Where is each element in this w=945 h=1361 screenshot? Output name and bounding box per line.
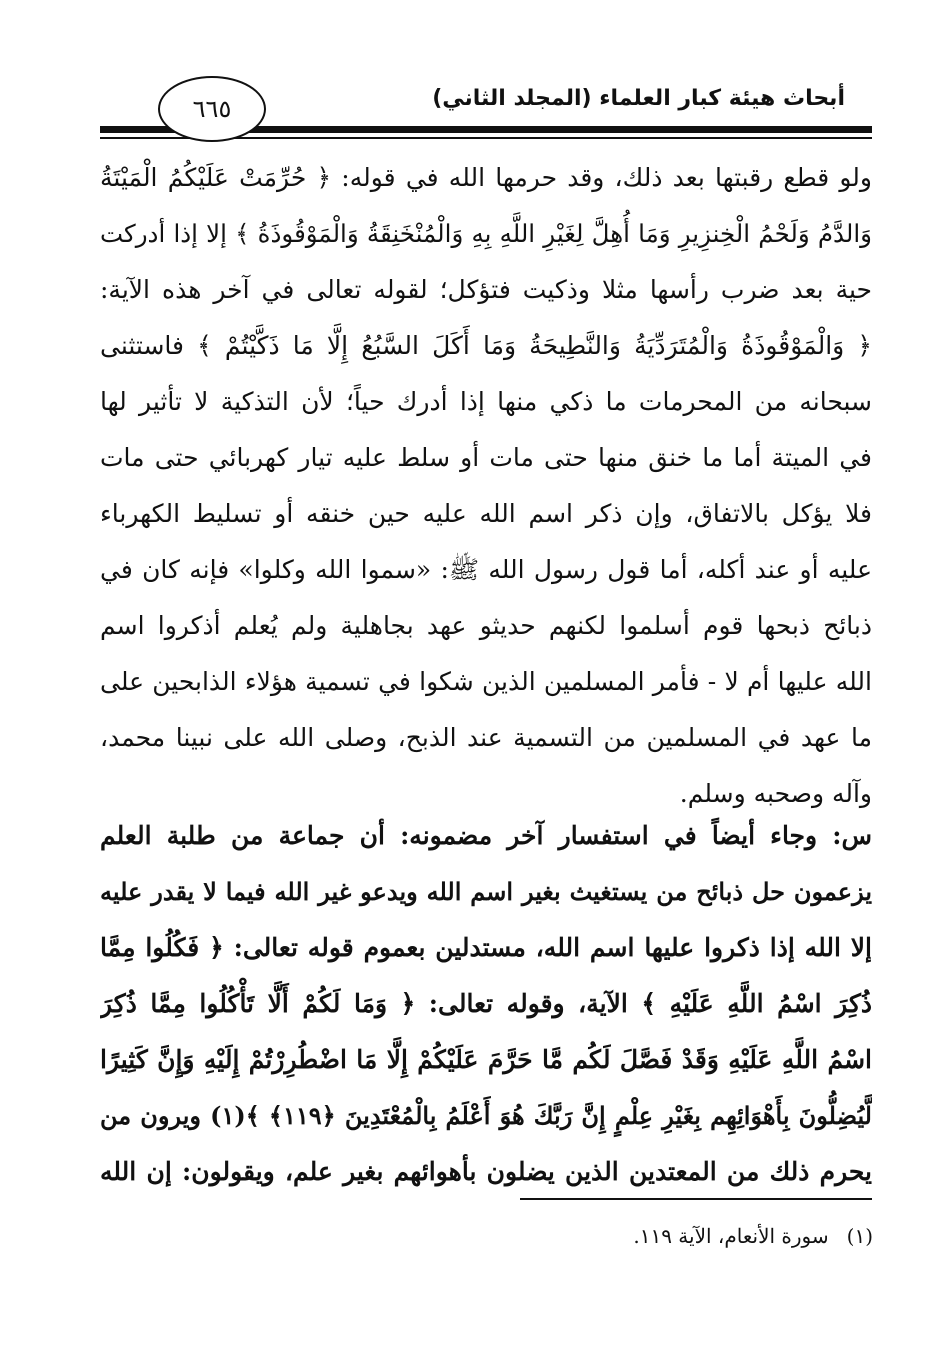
paragraph-ruling [100,150,872,822]
text-line: وآله وصحبه وسلم. [679,779,872,808]
text-line: س: وجاء أيضاً في استفسار آخر مضمونه: أن جماعة من طلبة العلم [100,821,872,850]
text-line: وَالدَّمُ وَلَحْمُ الْخِنزِيرِ وَمَا أُهِلَّ لِغَيْرِ اللَّهِ بِهِ وَالْمُنْخَنِقَةُ وَالْمَوْقُوذَةُ ﴾ إلا إذا أدركت [100,219,872,248]
footnote [633,1224,873,1248]
text-line: ما عهد في المسلمين من التسمية عند الذبح، وصلى الله على نبينا محمد، [100,723,872,752]
text-line: لَّيُضِلُّونَ بِأَهْوَائِهِم بِغَيْرِ عِلْمٍ إِنَّ رَبَّكَ هُوَ أَعْلَمُ بِالْمُعْتَدِينَ ﴿١١٩﴾ ﴾(١) ويرون من [100,1101,872,1130]
text-line: ﴿ وَالْمَوْقُوذَةُ وَالْمُتَرَدِّيَةُ وَالنَّطِيحَةُ وَمَا أَكَلَ السَّبُعُ إِلَّا مَا ذَكَّيْتُمْ ﴾ فاستثنى [100,331,872,360]
text-line: يحرم ذلك من المعتدين الذين يضلون بأهوائهم بغير علم، ويقولون: إن الله [100,1157,872,1186]
text-line: سبحانه من المحرمات ما ذكي منها إذا أدرك حياً؛ لأن التذكية لا تأثير لها [100,387,872,416]
footnote-text: سورة الأنعام، الآية ١١٩. [633,1224,829,1248]
paragraph-question [100,808,872,1200]
text-line: ذبائح ذبحها قوم أسلموا لكنهم حديثو عهد بجاهلية ولم يُعلم أذكروا اسم [100,611,872,640]
text-line: الله عليها أم لا - فأمر المسلمين الذين شكوا في تسمية هؤلاء الذابحين على [100,667,872,696]
text-line: ذُكِرَ اسْمُ اللَّهِ عَلَيْهِ ﴾ الآية، وقوله تعالى: ﴿ وَمَا لَكُمْ أَلَّا تَأْكُلُوا مِمَّا ذُكِرَ [100,989,872,1018]
footnote-rule [520,1198,872,1200]
text-line: فلا يؤكل بالاتفاق، وإن ذكر اسم الله عليه حين خنقه أو تسليط الكهرباء [100,499,872,528]
text-line: في الميتة أما ما خنق منها حتى مات أو سلط عليه تيار كهربائي حتى مات [100,443,872,472]
text-line: ولو قطع رقبتها بعد ذلك، وقد حرمها الله في قوله: ﴿ حُرِّمَتْ عَلَيْكُمُ الْمَيْتَةُ [100,163,872,192]
text-line: عليه أو عند أكله، أما قول رسول الله ﷺ: «سموا الله وكلوا» فإنه كان في [100,555,872,584]
page-number: ٦٦٥ [158,76,266,142]
text-line: حية بعد ضرب رأسها مثلا وذكيت فتؤكل؛ لقوله تعالى في آخر هذه الآية: [100,275,872,304]
text-line: إلا الله إذا ذكروا عليها اسم الله، مستدلين بعموم قوله تعالى: ﴿ فَكُلُوا مِمَّا [100,933,872,962]
footnote-marker: (١) [846,1224,873,1248]
running-header-title: أبحاث هيئة كبار العلماء (المجلد الثاني) [432,86,845,111]
text-line: اسْمُ اللَّهِ عَلَيْهِ وَقَدْ فَصَّلَ لَكُم مَّا حَرَّمَ عَلَيْكُمْ إِلَّا مَا اضْطُرِرْتُمْ إِلَيْهِ وَإِنَّ كَثِيرًا [100,1045,872,1074]
text-line: يزعمون حل ذبائح من يستغيث بغير اسم الله ويدعو غير الله فيما لا يقدر عليه [100,877,872,906]
